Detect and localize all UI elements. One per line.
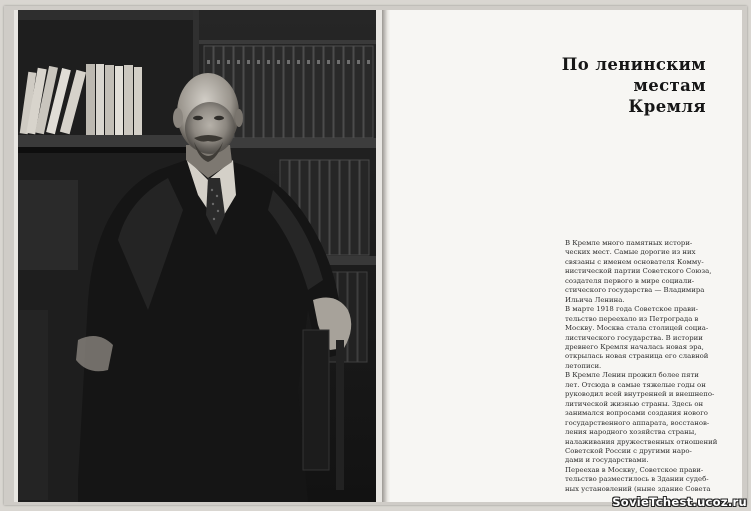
text-line: В Кремле Ленин прожил более пяти [565,371,699,380]
text-line: дами и государствами. [565,456,649,465]
page-heading [486,54,706,117]
text-line: открылась новая страница его славной [565,352,709,361]
book-gutter [382,10,390,502]
text-line: лет. Отсюда в самые тяжелые годы он [565,380,706,389]
right-page [390,10,742,502]
text-line: стического государства — Владимира [565,286,705,295]
text-line: Ильича Ленина. [565,295,625,304]
heading-line-3: Кремля [628,97,706,116]
text-line: нистической партии Советского Союза, [565,267,712,276]
heading-line-1: По ленинским [561,55,706,74]
site-watermark: SovieTchest.ucoz.ru [612,495,747,509]
text-line: листического государства. В истории [565,333,703,342]
text-line: руководил всей внутренней и внешнепо- [565,390,715,399]
text-line: Советской России с другими наро- [565,446,692,455]
text-line: тельство переехало из Петрограда в [565,314,699,323]
text-line: занимался вопросами создания нового [565,409,708,418]
left-page [14,10,382,502]
text-line: В марте 1918 года Советское прави- [565,305,698,314]
text-line: тельство разместилось в Здании судеб- [565,475,709,484]
text-line: связаны с именем основателя Комму- [565,257,704,266]
text-line: ческих мест. Самые дорогие из них [565,248,696,257]
text-line: Переехав в Москву, Советское прави- [565,465,704,474]
text-line: ления народного хозяйства страны, [565,428,697,437]
text-line: Москву. Москва стала столицей социа- [565,324,709,333]
text-line: литической жизнью страны. Здесь он [565,399,704,408]
text-line: летописи. [565,361,602,370]
text-line: ных установлений (ныне здание Совета [565,484,711,493]
text-line: В Кремле много памятных истори- [565,239,693,247]
text-line: налаживания дружественных отношений [565,437,717,446]
body-text-column [565,239,717,494]
text-line: государственного аппарата, восстанов- [565,418,710,427]
text-line: создателя первого в мире социали- [565,276,695,285]
portrait-photograph [18,10,376,502]
heading-line-2: местам [633,76,706,95]
open-book [4,6,747,505]
text-line: древнего Кремля началась новая эра, [565,342,704,351]
